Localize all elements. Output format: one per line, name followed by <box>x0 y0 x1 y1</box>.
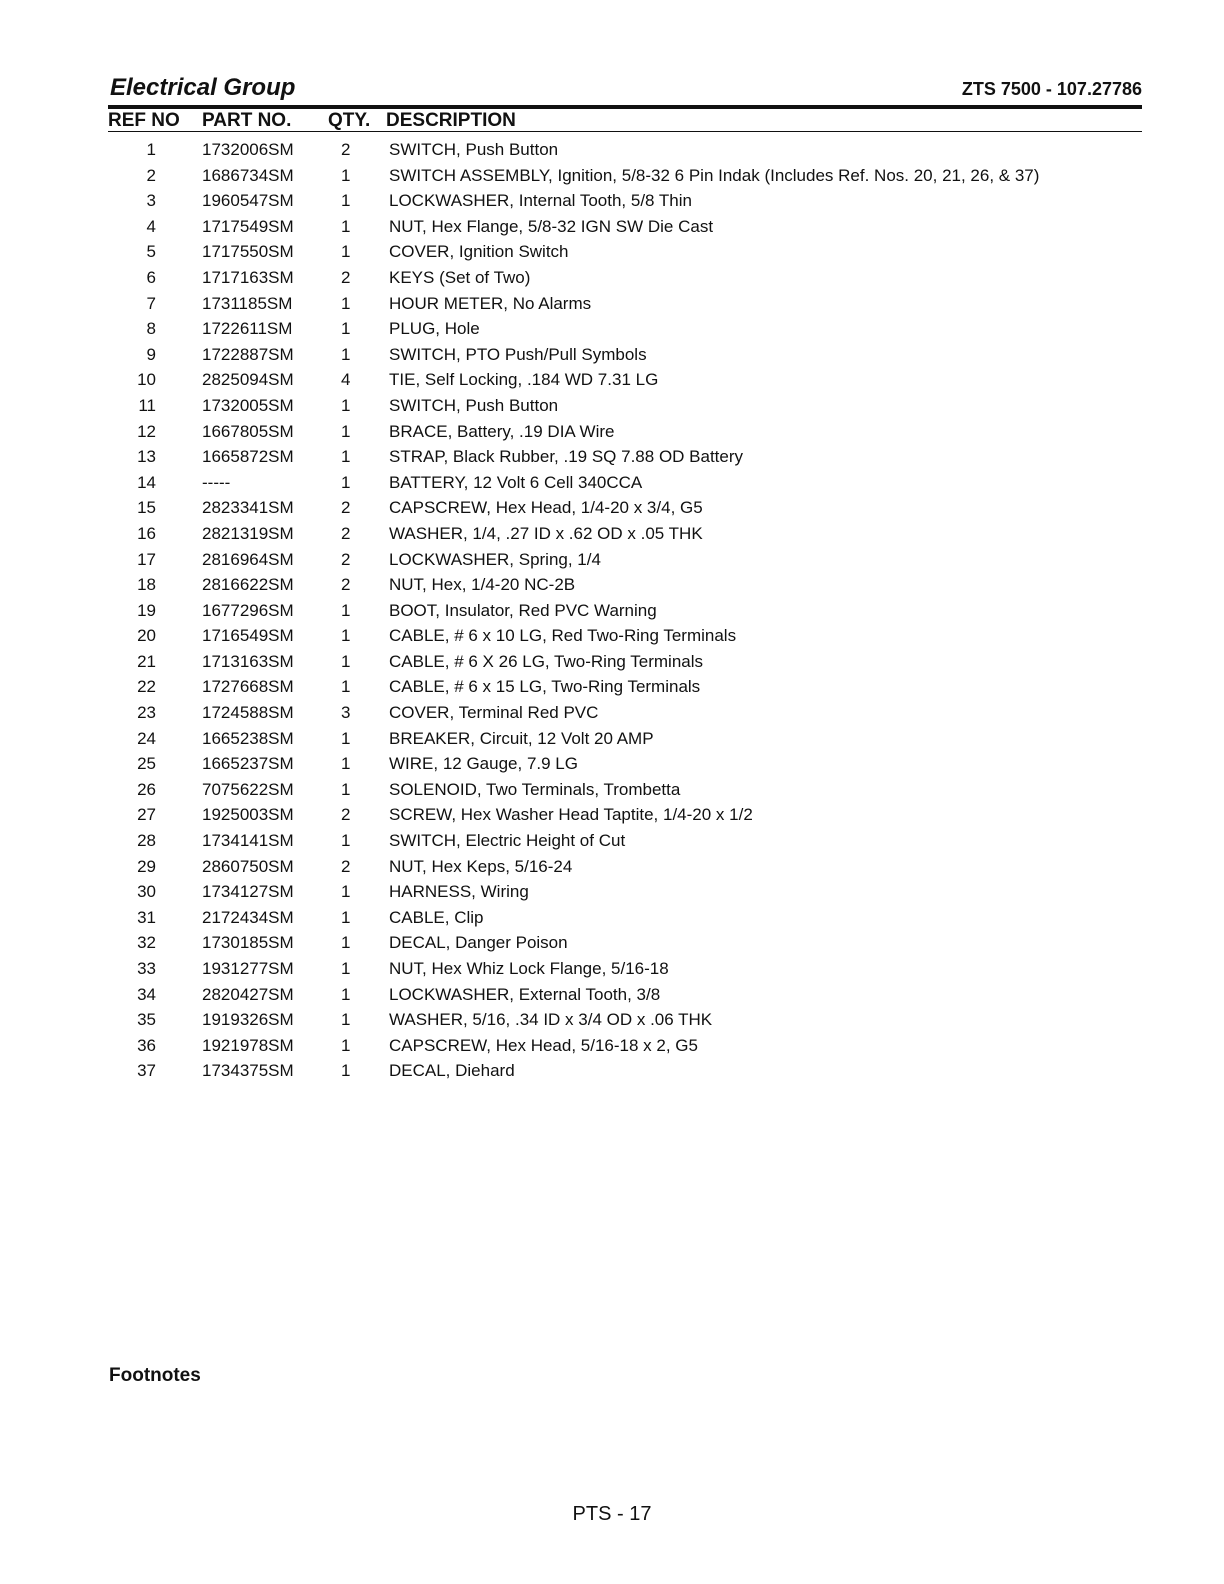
description: BREAKER, Circuit, 12 Volt 20 AMP <box>389 728 654 748</box>
description: WASHER, 5/16, .34 ID x 3/4 OD x .06 THK <box>389 1010 713 1030</box>
description: NUT, Hex Flange, 5/8-32 IGN SW Die Cast <box>389 216 714 236</box>
header-rule <box>108 105 1142 109</box>
section-title: Electrical Group <box>110 74 296 101</box>
table-row <box>108 316 1142 342</box>
part-no: 1665238SM <box>202 728 294 748</box>
column-header-rule <box>108 131 1142 132</box>
ref-no: 11 <box>138 395 156 415</box>
description: SWITCH, Electric Height of Cut <box>389 831 626 851</box>
ref-no: 5 <box>146 242 156 262</box>
part-no: 1919326SM <box>202 1010 294 1030</box>
description: BOOT, Insulator, Red PVC Warning <box>389 600 657 620</box>
description: LOCKWASHER, External Tooth, 3/8 <box>389 984 661 1004</box>
part-no: 1730185SM <box>202 933 294 953</box>
description: TIE, Self Locking, .184 WD 7.31 LG <box>389 370 659 390</box>
description: LOCKWASHER, Spring, 1/4 <box>389 549 601 569</box>
ref-no: 37 <box>137 1061 156 1081</box>
table-row <box>108 726 1142 752</box>
part-no: 7075622SM <box>202 779 294 799</box>
quantity: 1 <box>341 472 351 492</box>
table-row <box>108 700 1142 726</box>
description: WIRE, 12 Gauge, 7.9 LG <box>389 754 578 774</box>
part-no: 1732006SM <box>202 140 294 159</box>
ref-no: 36 <box>137 1035 156 1055</box>
description: CAPSCREW, Hex Head, 1/4-20 x 3/4, G5 <box>389 498 703 518</box>
quantity: 1 <box>341 933 351 953</box>
part-no: 1925003SM <box>202 805 294 825</box>
table-row <box>108 802 1142 828</box>
description: SWITCH, Push Button <box>389 140 559 159</box>
quantity: 1 <box>341 984 351 1004</box>
col-head-desc: DESCRIPTION <box>386 110 516 131</box>
col-head-part: PART NO. <box>202 110 292 131</box>
ref-no: 31 <box>137 907 156 927</box>
quantity: 1 <box>341 831 351 851</box>
quantity: 1 <box>341 600 351 620</box>
ref-no: 1 <box>146 140 156 159</box>
description: BATTERY, 12 Volt 6 Cell 340CCA <box>389 472 643 492</box>
table-row <box>108 623 1142 649</box>
part-no: 1717550SM <box>202 242 294 262</box>
description: SWITCH, PTO Push/Pull Symbols <box>389 344 647 364</box>
table-row <box>108 444 1142 470</box>
description: CAPSCREW, Hex Head, 5/16-18 x 2, G5 <box>389 1035 698 1055</box>
part-no: 2823341SM <box>202 498 294 518</box>
table-row <box>108 828 1142 854</box>
ref-no: 27 <box>137 805 156 825</box>
table-row <box>108 239 1142 265</box>
part-no: 2816622SM <box>202 575 294 595</box>
quantity: 1 <box>341 959 351 978</box>
part-no: 1722611SM <box>202 319 293 339</box>
quantity: 1 <box>341 907 351 927</box>
part-no: 1717163SM <box>202 267 294 287</box>
ref-no: 35 <box>137 1010 156 1030</box>
quantity: 2 <box>341 498 351 518</box>
table-row <box>108 163 1142 189</box>
table-row <box>108 470 1142 496</box>
ref-no: 33 <box>137 959 156 978</box>
quantity: 1 <box>341 728 351 748</box>
ref-no: 9 <box>146 344 156 364</box>
table-row <box>108 879 1142 905</box>
table-row <box>108 751 1142 777</box>
ref-no: 7 <box>146 293 156 313</box>
quantity: 2 <box>341 575 351 595</box>
description: NUT, Hex Keps, 5/16-24 <box>389 856 573 876</box>
description: SWITCH ASSEMBLY, Ignition, 5/8-32 6 Pin Indak (Includes Ref. Nos. 20, 21, 26, & 37) <box>389 165 1040 185</box>
quantity: 1 <box>341 882 351 902</box>
part-no: 1732005SM <box>202 395 294 415</box>
part-no: 1921978SM <box>202 1035 294 1055</box>
quantity: 1 <box>341 651 351 671</box>
quantity: 1 <box>341 779 351 799</box>
table-row <box>108 188 1142 214</box>
description: NUT, Hex Whiz Lock Flange, 5/16-18 <box>389 959 669 978</box>
table-row <box>108 674 1142 700</box>
description: LOCKWASHER, Internal Tooth, 5/8 Thin <box>389 191 692 211</box>
part-no: 1960547SM <box>202 191 294 211</box>
description: SWITCH, Push Button <box>389 395 559 415</box>
ref-no: 16 <box>137 523 156 543</box>
col-head-ref: REF NO <box>108 110 180 131</box>
part-no: 1677296SM <box>202 600 294 620</box>
description: CABLE, # 6 X 26 LG, Two-Ring Terminals <box>389 651 704 671</box>
part-no: 2825094SM <box>202 370 294 390</box>
ref-no: 8 <box>146 319 156 339</box>
part-no: 1727668SM <box>202 677 294 697</box>
quantity: 3 <box>341 703 351 723</box>
ref-no: 13 <box>137 447 156 467</box>
description: CABLE, # 6 x 10 LG, Red Two-Ring Terminals <box>389 626 737 646</box>
quantity: 1 <box>341 293 351 313</box>
table-row <box>108 930 1142 956</box>
table-row <box>108 547 1142 573</box>
ref-no: 29 <box>137 856 156 876</box>
ref-no: 19 <box>137 600 156 620</box>
ref-no: 22 <box>137 677 156 697</box>
footnotes-heading: Footnotes <box>109 1365 201 1386</box>
description: STRAP, Black Rubber, .19 SQ 7.88 OD Battery <box>389 447 744 467</box>
ref-no: 26 <box>137 779 156 799</box>
description: COVER, Terminal Red PVC <box>389 703 599 723</box>
ref-no: 14 <box>137 472 156 492</box>
quantity: 1 <box>341 1035 351 1055</box>
ref-no: 24 <box>137 728 156 748</box>
description: DECAL, Diehard <box>389 1061 515 1081</box>
quantity: 1 <box>341 319 351 339</box>
ref-no: 2 <box>146 165 156 185</box>
table-row <box>108 214 1142 240</box>
description: PLUG, Hole <box>389 319 480 339</box>
ref-no: 32 <box>137 933 156 953</box>
quantity: 1 <box>341 242 351 262</box>
quantity: 1 <box>341 626 351 646</box>
part-no: ----- <box>202 472 231 492</box>
part-no: 2820427SM <box>202 984 294 1004</box>
table-row <box>108 956 1142 982</box>
quantity: 1 <box>341 677 351 697</box>
part-no: 1731185SM <box>202 293 293 313</box>
quantity: 4 <box>341 370 351 390</box>
part-no: 1734375SM <box>202 1061 294 1081</box>
quantity: 1 <box>341 1061 351 1081</box>
table-row <box>108 521 1142 547</box>
page-number: PTS - 17 <box>572 1503 652 1525</box>
description: CABLE, Clip <box>389 907 484 927</box>
description: BRACE, Battery, .19 DIA Wire <box>389 421 615 441</box>
description: DECAL, Danger Poison <box>389 933 568 953</box>
ref-no: 20 <box>137 626 156 646</box>
quantity: 1 <box>341 447 351 467</box>
table-row <box>108 265 1142 291</box>
part-no: 1665872SM <box>202 447 294 467</box>
table-row <box>108 419 1142 445</box>
part-no: 2172434SM <box>202 907 294 927</box>
table-row <box>108 572 1142 598</box>
description: COVER, Ignition Switch <box>389 242 569 262</box>
part-no: 1667805SM <box>202 421 294 441</box>
table-row <box>108 1058 1142 1084</box>
part-no: 1722887SM <box>202 344 294 364</box>
page-header <box>108 72 1142 106</box>
quantity: 1 <box>341 754 351 774</box>
quantity: 2 <box>341 856 351 876</box>
ref-no: 28 <box>137 831 156 851</box>
description: HOUR METER, No Alarms <box>389 293 592 313</box>
part-no: 1716549SM <box>202 626 294 646</box>
parts-table <box>108 137 1142 1084</box>
part-no: 1686734SM <box>202 165 294 185</box>
ref-no: 3 <box>146 191 156 211</box>
quantity: 2 <box>341 549 351 569</box>
table-row <box>108 1033 1142 1059</box>
part-no: 1717549SM <box>202 216 294 236</box>
quantity: 1 <box>341 344 351 364</box>
table-row <box>108 291 1142 317</box>
ref-no: 23 <box>137 703 156 723</box>
table-row <box>108 982 1142 1008</box>
table-row <box>108 854 1142 880</box>
part-no: 1665237SM <box>202 754 294 774</box>
table-row <box>108 367 1142 393</box>
part-no: 1734141SM <box>202 831 294 851</box>
ref-no: 34 <box>137 984 156 1004</box>
quantity: 2 <box>341 805 351 825</box>
table-row <box>108 393 1142 419</box>
table-row <box>108 137 1142 163</box>
description: WASHER, 1/4, .27 ID x .62 OD x .05 THK <box>389 523 703 543</box>
model-number: ZTS 7500 - 107.27786 <box>961 79 1142 99</box>
table-row <box>108 1007 1142 1033</box>
ref-no: 25 <box>137 754 156 774</box>
ref-no: 17 <box>137 549 156 569</box>
part-no: 2816964SM <box>202 549 294 569</box>
col-head-qty: QTY. <box>328 110 371 131</box>
ref-no: 30 <box>137 882 156 902</box>
table-row <box>108 905 1142 931</box>
part-no: 2821319SM <box>202 523 294 543</box>
ref-no: 18 <box>137 575 156 595</box>
description: KEYS (Set of Two) <box>389 267 531 287</box>
part-no: 2860750SM <box>202 856 294 876</box>
part-no: 1734127SM <box>202 882 294 902</box>
part-no: 1724588SM <box>202 703 294 723</box>
ref-no: 4 <box>146 216 156 236</box>
quantity: 1 <box>341 1010 351 1030</box>
ref-no: 10 <box>137 370 156 390</box>
column-headers <box>108 110 1142 132</box>
description: SCREW, Hex Washer Head Taptite, 1/4-20 x 1/2 <box>389 805 753 825</box>
table-row <box>108 598 1142 624</box>
ref-no: 15 <box>137 498 156 518</box>
ref-no: 6 <box>146 267 156 287</box>
quantity: 2 <box>341 140 351 159</box>
table-row <box>108 649 1142 675</box>
quantity: 1 <box>341 216 351 236</box>
part-no: 1931277SM <box>202 959 294 978</box>
table-row <box>108 777 1142 803</box>
table-row <box>108 342 1142 368</box>
quantity: 1 <box>341 165 351 185</box>
table-row <box>108 495 1142 521</box>
description: SOLENOID, Two Terminals, Trombetta <box>389 779 681 799</box>
description: CABLE, # 6 x 15 LG, Two-Ring Terminals <box>389 677 701 697</box>
part-no: 1713163SM <box>202 651 294 671</box>
quantity: 2 <box>341 523 351 543</box>
quantity: 1 <box>341 395 351 415</box>
quantity: 2 <box>341 267 351 287</box>
quantity: 1 <box>341 421 351 441</box>
ref-no: 21 <box>137 651 156 671</box>
ref-no: 12 <box>137 421 156 441</box>
description: NUT, Hex, 1/4-20 NC-2B <box>389 575 576 595</box>
description: HARNESS, Wiring <box>389 882 529 902</box>
quantity: 1 <box>341 191 351 211</box>
